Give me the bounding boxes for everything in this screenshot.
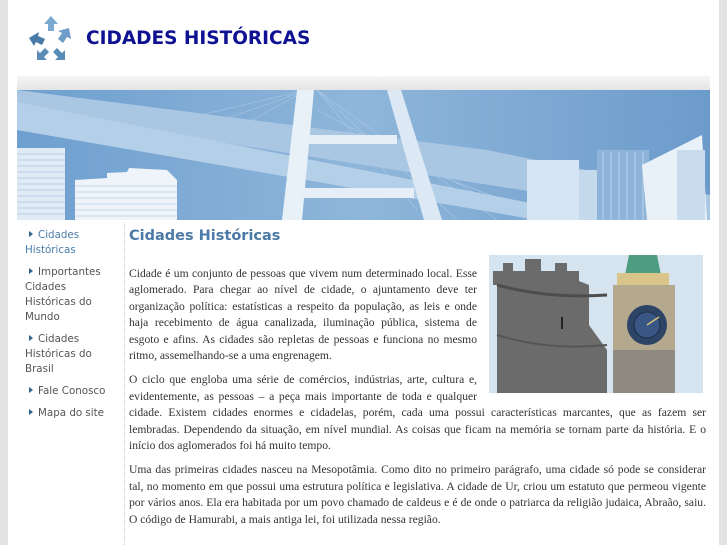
- arrow-right-icon: [29, 268, 33, 274]
- sidebar-nav: [25, 228, 117, 428]
- arrow-right-icon: [29, 335, 33, 341]
- paragraph-2: O ciclo que engloba uma série de comércios, indústrias, arte, cultura e, evidentemente, as pessoas – a peça mais importante de toda e qualquer cidade. Existem cidades enormes e cidadelas, porém, cada uma possui características marcantes, que as fazem ser lembradas. Dependendo da situação, em nível mundial. As coisas que ficam na memória se tornam parte da história. E o início dos aglomerados foi há muito tempo.: [129, 373, 706, 453]
- page-container: [8, 0, 719, 545]
- top-bar: [17, 76, 710, 90]
- sidebar-item-importantes-cidades[interactable]: [25, 265, 117, 325]
- sidebar-item-label: Mapa do site: [38, 407, 105, 419]
- sidebar-item-label: Importantes Cidades Históricas do Mundo: [25, 266, 101, 323]
- column-divider: [124, 222, 125, 545]
- main-content: [129, 224, 706, 536]
- skyline-illustration: [17, 90, 710, 220]
- arrows-pentagon-icon: [25, 14, 77, 66]
- arrow-right-icon: [29, 387, 33, 393]
- site-title: CIDADES HISTÓRICAS: [86, 28, 311, 49]
- sidebar-item-fale-conosco[interactable]: [25, 384, 117, 399]
- paragraph-3: Uma das primeiras cidades nasceu na Mesopotâmia. Como dito no primeiro parágrafo, uma cidade só pode se considerar tal, no momento em que possui uma estrutura política e legislativa. A cidade de Ur, criou um estatuto que permeou vigente por vários anos. Ela era habitada por um povo chamado de caldeus e é de onde o patriarca da religião judaica, Abraão, saiu. O código de Hamurabi, a mais antiga lei, foi utilizada nessa região.: [129, 463, 706, 526]
- paragraph-1: Cidade é um conjunto de pessoas que vivem num determinado local. Esse aglomerado. Para chegar ao nível de cidade, o ajuntamento deve ter organização política: estatísticas a respeito da população, as leis e onde haja recebimento de água canalizada, iluminação pública, sistema de esgoto e afins. As cidades são repletas de pessoas e funciona no mesmo ritmo, assemelhando-se a uma engrenagem.: [129, 267, 477, 363]
- sidebar-item-cidades-historicas[interactable]: [25, 228, 117, 258]
- header-banner: [17, 90, 710, 220]
- sidebar-item-label: Cidades Históricas do Brasil: [25, 333, 92, 375]
- arrow-right-icon: [29, 409, 33, 415]
- page-title: Cidades Históricas: [129, 228, 281, 244]
- sidebar-item-mapa-do-site[interactable]: [25, 406, 117, 421]
- tower-photo: [489, 255, 703, 393]
- arrow-right-icon: [29, 231, 33, 237]
- sidebar-item-label: Fale Conosco: [38, 385, 106, 397]
- sidebar-item-label: Cidades Históricas: [25, 229, 80, 256]
- sidebar-item-cidades-brasil[interactable]: [25, 332, 117, 377]
